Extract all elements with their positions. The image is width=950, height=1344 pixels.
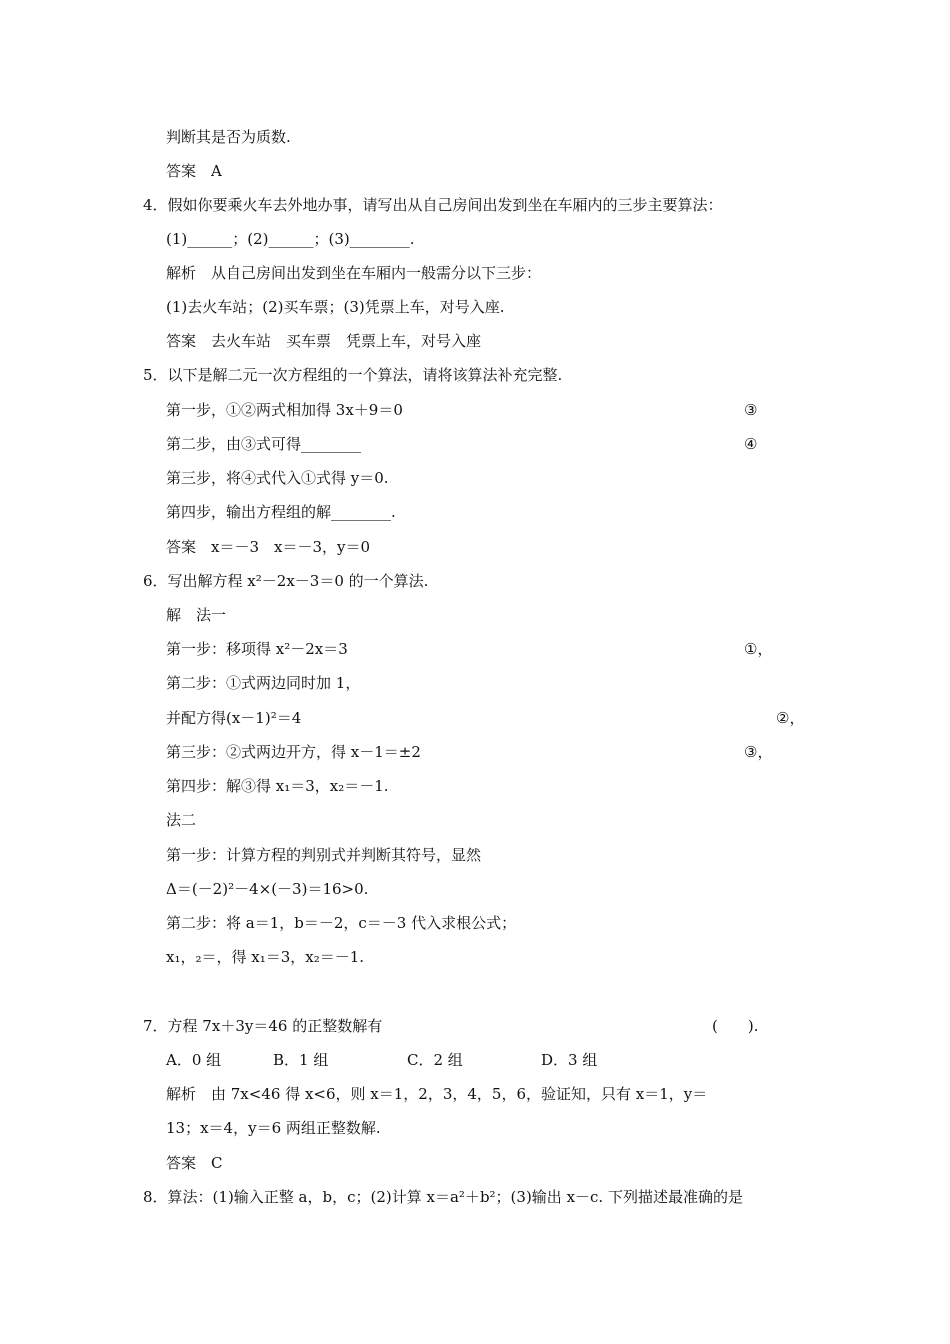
formula-line: x₁，₂＝，得 x₁＝3，x₂＝－1. bbox=[166, 948, 365, 966]
question-5: 5．以下是解二元一次方程组的一个算法，请将该算法补充完整. bbox=[143, 366, 563, 384]
step-line: 第二步：将 a＝1，b＝－2，c＝－3 代入求根公式； bbox=[166, 914, 517, 932]
answer-bracket: ( ). bbox=[712, 1017, 759, 1035]
equation-marker: ②， bbox=[776, 709, 805, 727]
equation-marker: ①， bbox=[744, 640, 773, 658]
text-line: 13；x＝4，y＝6 两组正整数解. bbox=[166, 1119, 381, 1137]
step-line: 第一步：移项得 x²－2x＝3 bbox=[166, 640, 348, 658]
equation-marker: ④ bbox=[744, 435, 758, 453]
question-8: 8．算法：(1)输入正整 a，b，c；(2)计算 x＝a²＋b²；(3)输出 x－c. 下列描述最准确的是 bbox=[143, 1188, 743, 1206]
solution-heading: 法二 bbox=[166, 811, 197, 829]
option-a: A．0 组 bbox=[166, 1051, 222, 1069]
question-6: 6．写出解方程 x²－2x－3＝0 的一个算法. bbox=[143, 572, 429, 590]
option-d: D．3 组 bbox=[541, 1051, 598, 1069]
step-line: 第二步：①式两边同时加 1， bbox=[166, 674, 361, 692]
step-line: 第二步，由③式可得________ bbox=[166, 435, 362, 453]
step-line: 第四步：解③得 x₁＝3，x₂＝－1. bbox=[166, 777, 389, 795]
analysis-line: 解析 从自己房间出发到坐在车厢内一般需分以下三步： bbox=[166, 264, 542, 282]
question-4: 4．假如你要乘火车去外地办事，请写出从自己房间出发到坐在车厢内的三步主要算法： bbox=[143, 196, 723, 214]
solution-heading: 解 法一 bbox=[166, 606, 227, 624]
analysis-line: 解析 由 7x<46 得 x<6，则 x＝1，2，3，4，5，6，验证知，只有 x＝1，y＝ bbox=[166, 1085, 708, 1103]
step-line: 第四步，输出方程组的解________. bbox=[166, 503, 396, 521]
text-line: 判断其是否为质数. bbox=[166, 128, 291, 146]
equation-marker: ③ bbox=[744, 401, 758, 419]
step-line: 并配方得(x－1)²＝4 bbox=[166, 709, 302, 727]
formula-line: Δ＝(－2)²－4×(－3)＝16>0. bbox=[166, 880, 369, 898]
text-line: (1)去火车站；(2)买车票；(3)凭票上车，对号入座. bbox=[166, 298, 505, 316]
option-b: B．1 组 bbox=[273, 1051, 329, 1069]
answer-line: 答案 A bbox=[166, 162, 222, 180]
step-line: 第三步，将④式代入①式得 y＝0. bbox=[166, 469, 389, 487]
equation-marker: ③， bbox=[744, 743, 773, 761]
answer-line: 答案 C bbox=[166, 1154, 223, 1172]
question-7: 7．方程 7x＋3y＝46 的正整数解有 bbox=[143, 1017, 383, 1035]
option-c: C．2 组 bbox=[407, 1051, 463, 1069]
answer-line: 答案 去火车站 买车票 凭票上车，对号入座 bbox=[166, 332, 482, 350]
blank-line: (1)______；(2)______；(3)________. bbox=[166, 230, 415, 248]
step-line: 第一步：计算方程的判别式并判断其符号，显然 bbox=[166, 846, 482, 864]
step-line: 第一步，①②两式相加得 3x＋9＝0 bbox=[166, 401, 403, 419]
step-line: 第三步：②式两边开方，得 x－1＝±2 bbox=[166, 743, 421, 761]
answer-line: 答案 x＝－3 x＝－3，y＝0 bbox=[166, 538, 371, 556]
